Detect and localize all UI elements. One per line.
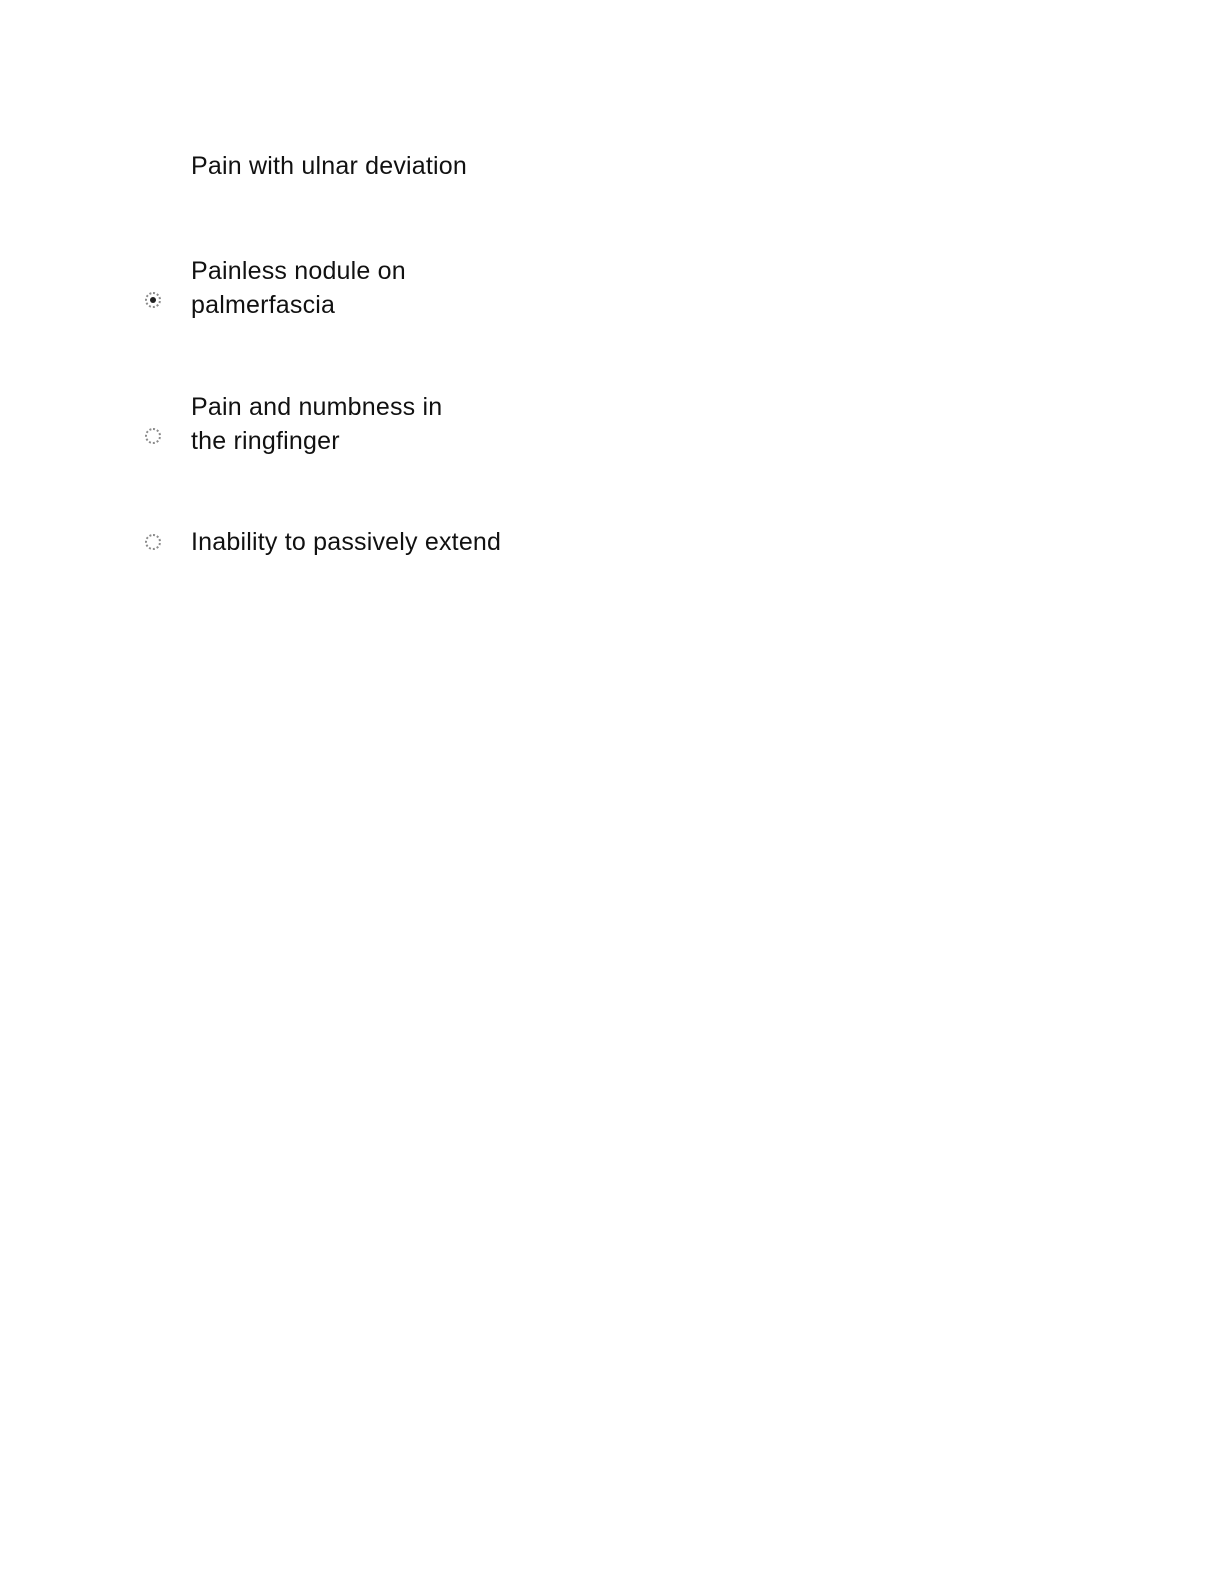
option-4-text-line-1: Inability to passively extend [191, 528, 502, 556]
option-1-label[interactable] [191, 149, 467, 183]
option-1-text-line-1: Pain with ulnar deviation [191, 152, 467, 180]
option-4-label[interactable] [191, 525, 501, 559]
option-3-text-line-1: Pain and numbness in [191, 393, 443, 421]
option-2-text-line-2: palmerfascia [191, 291, 336, 319]
option-3-label[interactable] [191, 390, 442, 458]
option-2-text-line-1: Painless nodule on [191, 257, 406, 285]
radio-selected-dot-icon [150, 297, 156, 303]
option-3-radio[interactable] [145, 428, 161, 444]
option-3-text-line-2: the ringfinger [191, 427, 340, 455]
option-4-radio[interactable] [145, 534, 161, 550]
option-2-label[interactable] [191, 254, 406, 322]
option-2-radio[interactable] [145, 292, 161, 308]
